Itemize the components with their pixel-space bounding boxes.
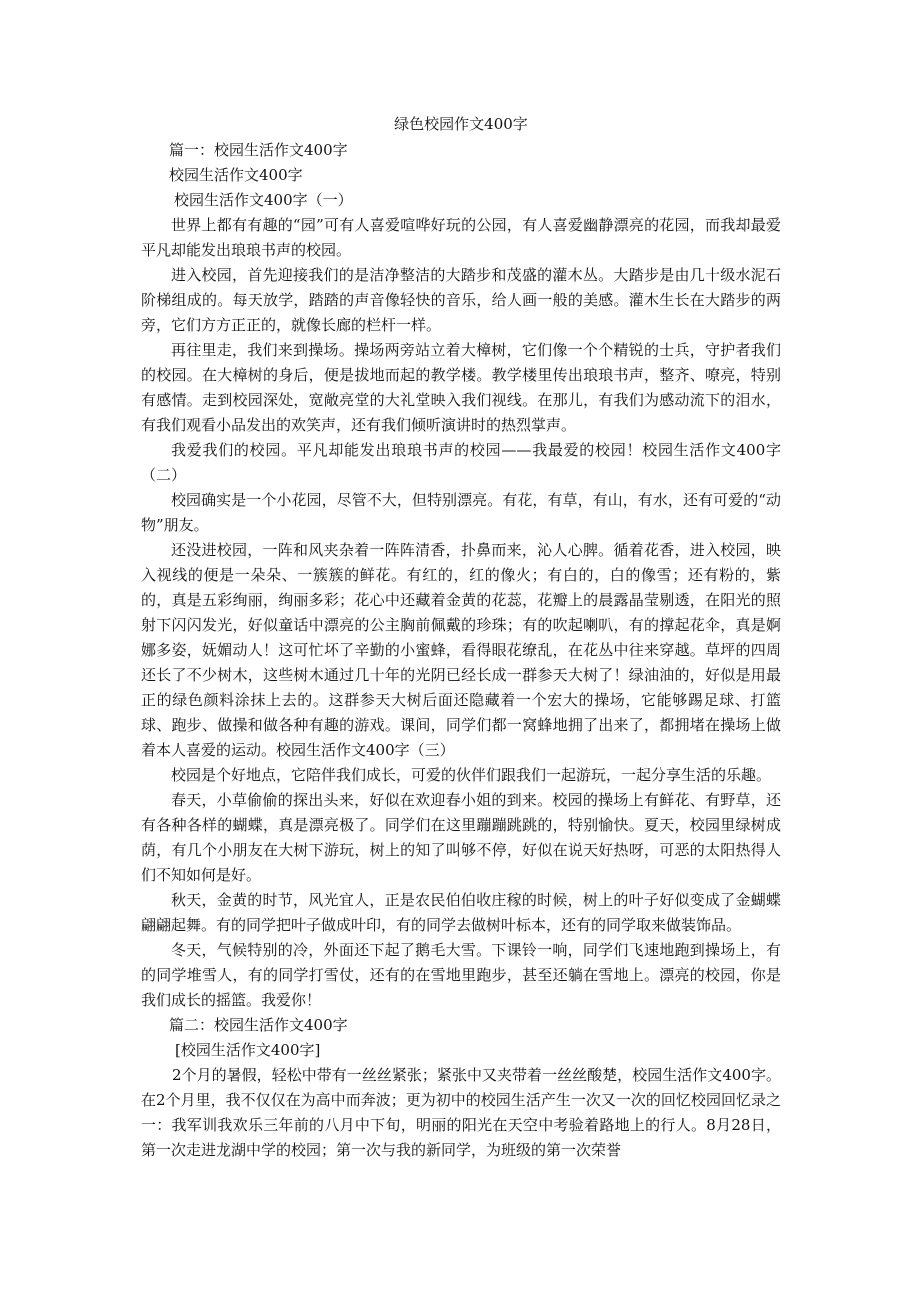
paragraph-6: 还没进校园，一阵和风夹杂着一阵阵清香，扑鼻而来，沁人心脾。循着花香，进入校园，映入视线的便是一朵朵、一簇簇的鲜花。有红的，红的像火；有白的，白的像雪；还有粉的，紫的，真是五彩绚丽，绚丽多彩；花心中还藏着金黄的花蕊，花瓣上的晨露晶莹剔透，在阳光的照射下闪闪发光，好似童话中漂亮的公主胸前佩戴的珍珠；有的吹起喇叭，有的撑起花伞，真是婀娜多姿，妩媚动人！这可忙坏了辛勤的小蜜蜂，看得眼花缭乱，在花丛中往来穿越。草坪的四周还长了不少树木，这些树木通过几十年的光阴已经长成一群参天大树了！绿油油的，好似是用最正的绿色颜料涂抹上去的。这群参天大树后面还隐藏着一个宏大的操场，它能够踢足球、打篮球、跑步、做操和做各种有趣的游戏。课间，同学们都一窝蜂地拥了出来了，都拥堵在操场上做着本人喜爱的运动。校园生活作文400字（三） [141, 541, 781, 759]
paragraph-5: 校园确实是一个小花园，尽管不大，但特别漂亮。有花，有草，有山，有水，还有可爱的“动物”朋友。 [141, 491, 781, 534]
final-paragraph: 2个月的暑假，轻松中带有一丝丝紧张；紧张中又夹带着一丝丝酸楚，校园生活作文400字。在2个月里，我不仅仅在为高中而奔波；更为初中的校园生活产生一次又一次的回忆校园回忆录之一：我军训我欢乐三年前的八月中下旬，明丽的阳光在天空中考验着路地上的行人。8月28日，第一次走进龙湖中学的校园；第一次与我的新同学，为班级的第一次荣誉 [141, 1066, 781, 1159]
paragraph-2: 进入校园，首先迎接我们的是洁净整洁的大踏步和茂盛的灌木丛。大踏步是由几十级水泥石阶梯组成的。每天放学，踏踏的声音像轻快的音乐，给人画一般的美感。灌木生长在大踏步的两旁，它们方方正正的，就像长廊的栏杆一样。 [141, 266, 781, 334]
paragraph-1: 世界上都有有趣的“园”可有人喜爱喧哗好玩的公园，有人喜爱幽静漂亮的花园，而我却最爱平凡却能发出琅琅书声的校园。 [141, 216, 781, 259]
section-one-heading: 校园生活作文400字（一） [174, 191, 353, 209]
paragraph-7: 校园是个好地点，它陪伴我们成长，可爱的伙伴们跟我们一起游玩，一起分享生活的乐趣。 [171, 766, 772, 784]
paragraph-4: 我爱我们的校园。平凡却能发出琅琅书声的校园——我最爱的校园！校园生活作文400字（二） [141, 441, 781, 484]
document-content [141, 112, 781, 1163]
document-title: 绿色校园作文400字 [394, 115, 528, 133]
paragraph-9: 秋天，金黄的时节，风光宜人，正是农民伯伯收庄稼的时候，树上的叶子好似变成了金蝴蝶翩翩起舞。有的同学把叶子做成叶印，有的同学去做树叶标本，还有的同学取来做装饰品。 [141, 891, 781, 934]
paragraph-10: 冬天，气候特别的冷，外面还下起了鹅毛大雪。下课铃一响，同学们飞速地跑到操场上，有的同学堆雪人，有的同学打雪仗，还有的在雪地里跑步，甚至还躺在雪地上。漂亮的校园，你是我们成长的摇篮。我爱你！ [141, 941, 781, 1009]
part-one-heading: 篇一：校园生活作文400字 [169, 141, 348, 159]
paragraph-3: 再往里走，我们来到操场。操场两旁站立着大樟树，它们像一个个精锐的士兵，守护者我们的校园。在大樟树的身后，便是拔地而起的教学楼。教学楼里传出琅琅书声，整齐、嘹亮，特别有感情。走到校园深处，宽敞亮堂的大礼堂映入我们视线。在那儿，有我们为感动流下的泪水，有我们观看小品发出的欢笑声，还有我们倾听演讲时的热烈掌声。 [141, 341, 781, 434]
subtitle-heading: 校园生活作文400字 [169, 166, 303, 184]
bracket-title-heading: [校园生活作文400字] [175, 1041, 321, 1059]
part-two-heading: 篇二：校园生活作文400字 [169, 1016, 348, 1034]
paragraph-8: 春天，小草偷偷的探出头来，好似在欢迎春小姐的到来。校园的操场上有鲜花、有野草，还有各种各样的蝴蝶，真是漂亮极了。同学们在这里蹦蹦跳跳的，特别愉快。夏天，校园里绿树成荫，有几个小朋友在大树下游玩，树上的知了叫够不停，好似在说天好热呀，可恶的太阳热得人们不知如何是好。 [141, 791, 781, 884]
